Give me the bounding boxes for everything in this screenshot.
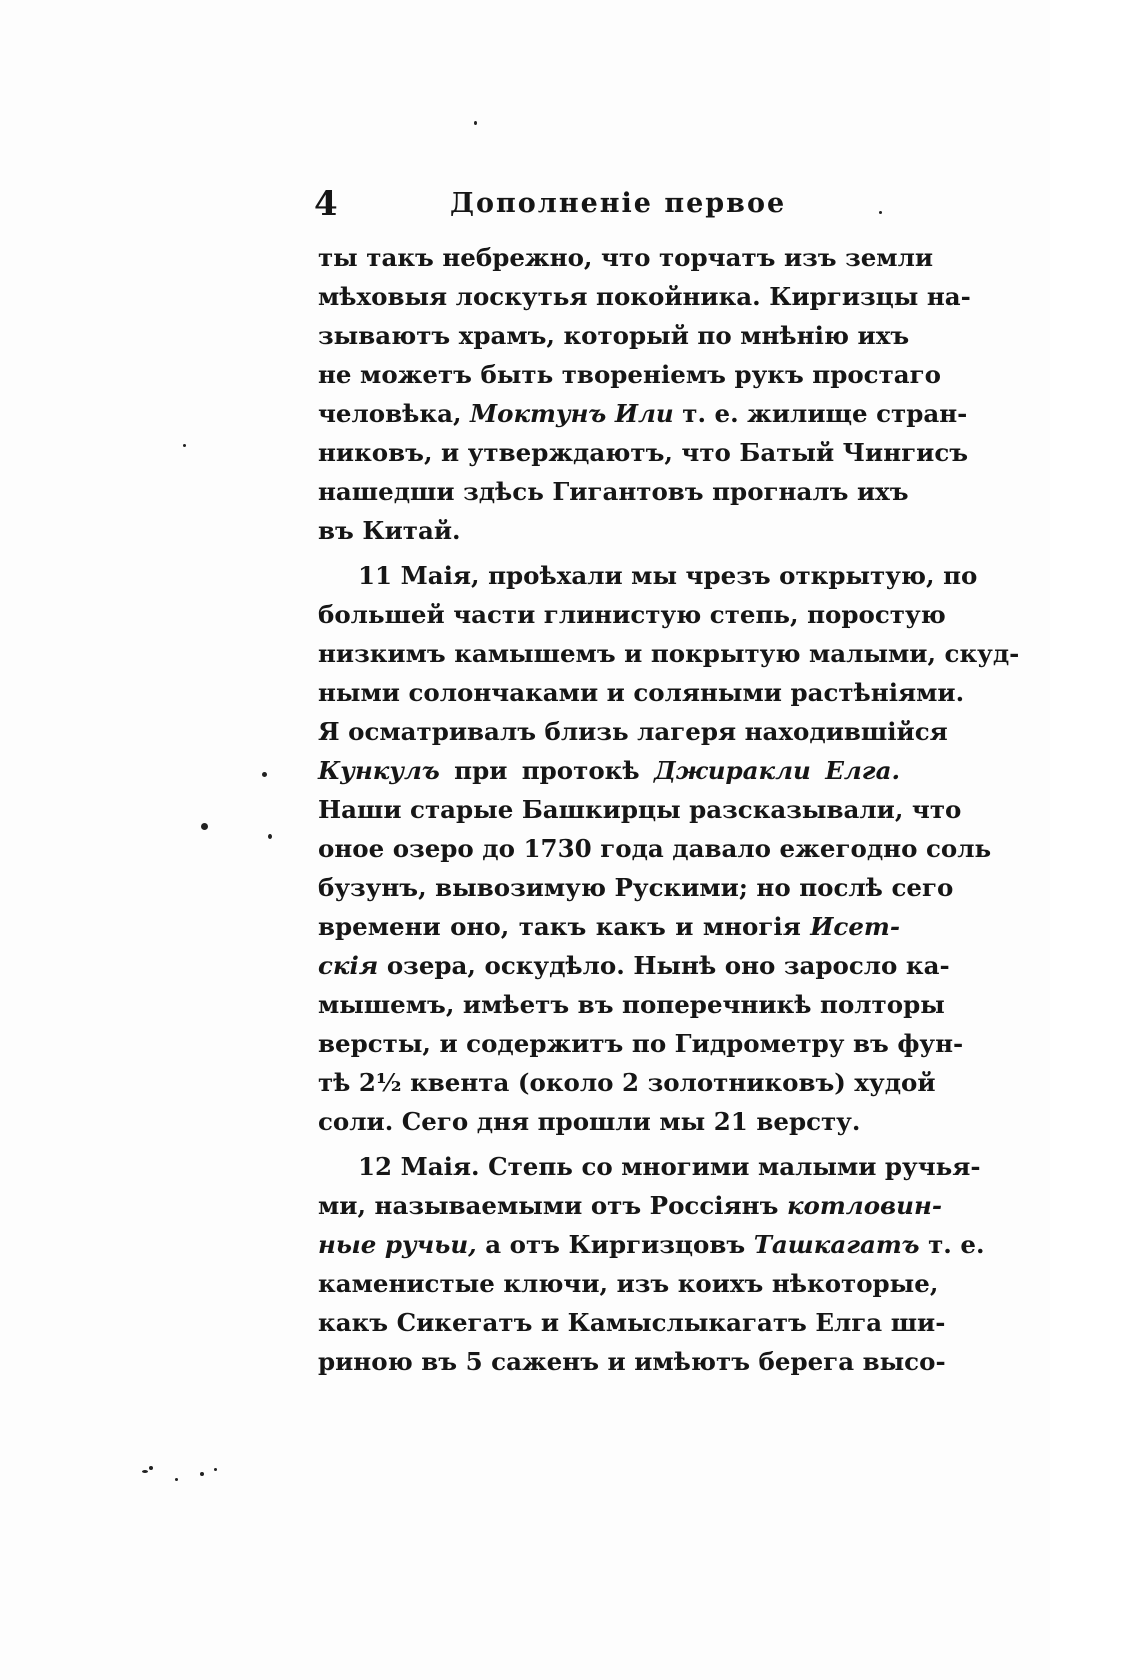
scan-speck — [183, 444, 186, 447]
text-run: бузунъ, вывозимую Рускими; но послѣ сего — [318, 873, 954, 902]
italic-run: Исет- — [810, 912, 900, 941]
italic-run: Моктунъ Или — [470, 399, 674, 428]
text-line — [318, 556, 978, 595]
paragraph — [318, 1147, 985, 1381]
text-line — [318, 511, 900, 550]
text-run: риною въ 5 саженъ и имѣютъ берега высо- — [318, 1347, 946, 1376]
text-line — [318, 985, 945, 1024]
text-run: оное озеро до 1730 года давало ежегодно соль — [318, 834, 992, 863]
text-run: Я осматривалъ близь лагеря находившійся — [318, 717, 948, 746]
italic-run: скія — [318, 951, 379, 980]
text-line — [318, 433, 969, 472]
scan-speck — [175, 1478, 178, 1481]
text-run: 12 Маія. Степь со многими малыми ручья- — [358, 1152, 981, 1181]
text-run: Наши старые Башкирцы разсказывали, что — [318, 795, 962, 824]
text-line — [318, 316, 910, 355]
italic-run: Кункулъ — [318, 756, 440, 785]
text-run: не можетъ быть твореніемъ рукъ простаго — [318, 360, 942, 389]
text-run: ми, называемыми отъ Россіянъ — [318, 1191, 787, 1220]
scan-speck — [268, 834, 272, 839]
text-run: времени оно, такъ какъ и многія — [318, 912, 811, 941]
text-run: низкимъ камышемъ и покрытую малыми, скуд- — [318, 639, 1020, 668]
text-run: т. е. жилище стран- — [673, 399, 968, 428]
text-line — [318, 790, 962, 829]
text-line — [318, 634, 1020, 673]
text-run: зываютъ храмъ, который по мнѣнію ихъ — [318, 321, 910, 350]
text-run: человѣка, — [318, 399, 471, 428]
text-line — [318, 1225, 985, 1264]
text-line — [318, 472, 909, 511]
text-line — [318, 907, 900, 946]
paragraph — [318, 556, 1020, 1141]
text-line — [318, 673, 965, 712]
text-line — [318, 751, 900, 790]
scan-speck — [142, 1470, 148, 1473]
text-run: въ Китай. — [318, 516, 461, 545]
text-run: версты, и содержитъ по Гидрометру въ фун- — [318, 1029, 964, 1058]
text-run: при протокѣ — [439, 756, 654, 785]
scan-speck — [200, 1472, 204, 1476]
text-run: большей части глинистую степь, поростую — [318, 600, 946, 629]
paragraph — [318, 238, 971, 550]
text-run: а отъ Киргизцовъ — [476, 1230, 754, 1259]
text-line — [318, 1063, 936, 1102]
text-line — [318, 1186, 942, 1225]
text-line — [318, 1102, 900, 1141]
scan-speck — [149, 1466, 153, 1470]
page-header — [312, 178, 902, 230]
text-run: мышемъ, имѣетъ въ поперечникѣ полторы — [318, 990, 945, 1019]
scan-speck — [214, 1468, 217, 1471]
text-line — [318, 1303, 946, 1342]
text-body — [318, 238, 1020, 1381]
italic-run: Ташкагатъ — [753, 1230, 920, 1259]
text-line — [318, 829, 992, 868]
scan-speck — [262, 772, 267, 777]
text-line — [318, 868, 954, 907]
text-run: никовъ, и утверждаютъ, что Батый Чингисъ — [318, 438, 969, 467]
text-run: нашедши здѣсь Гигантовъ прогналъ ихъ — [318, 477, 909, 506]
text-run: тѣ 2½ квента (около 2 золотниковъ) худой — [318, 1068, 936, 1097]
running-title: Дополненіе первое — [450, 188, 787, 219]
italic-run: Джиракли Елга. — [653, 756, 900, 785]
text-line — [318, 238, 934, 277]
text-run: ты такъ небрежно, что торчатъ изъ земли — [318, 243, 934, 272]
text-run: т. е. — [919, 1230, 985, 1259]
text-line — [318, 277, 971, 316]
text-line — [318, 1024, 964, 1063]
text-line — [318, 712, 948, 751]
text-run: ными солончаками и соляными растѣніями. — [318, 678, 965, 707]
text-line — [318, 1147, 981, 1186]
text-run: 11 Маія, проѣхали мы чрезъ открытую, по — [358, 561, 978, 590]
italic-run: котловин- — [786, 1191, 942, 1220]
italic-run: ные ручьи, — [318, 1230, 477, 1259]
text-run: каменистые ключи, изъ коихъ нѣкоторые, — [318, 1269, 939, 1298]
text-line — [318, 394, 968, 433]
text-line — [318, 946, 950, 985]
text-line — [318, 1342, 946, 1381]
text-run: какъ Сикегатъ и Камыслыкагатъ Елга ши- — [318, 1308, 946, 1337]
scan-speck — [201, 823, 208, 830]
text-run: соли. Сего дня прошли мы 21 версту. — [318, 1107, 861, 1136]
text-line — [318, 355, 942, 394]
scan-speck — [879, 211, 882, 214]
text-run: мѣховыя лоскутья покойника. Киргизцы на- — [318, 282, 971, 311]
scan-speck — [474, 121, 477, 125]
text-line — [318, 595, 946, 634]
text-run: озера, оскудѣло. Нынѣ оно заросло ка- — [378, 951, 950, 980]
page-number: 4 — [314, 184, 338, 224]
text-line — [318, 1264, 939, 1303]
